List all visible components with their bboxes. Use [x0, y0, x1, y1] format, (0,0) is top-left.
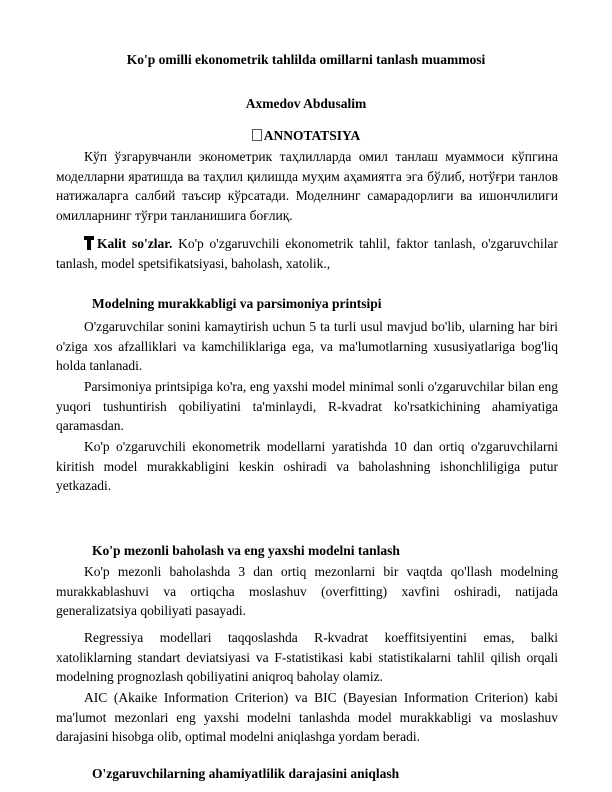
paper-title: Ko'p omilli ekonometrik tahlilda omillarni tanlash muammosi [126, 52, 486, 67]
keywords-paragraph [56, 234, 558, 273]
key-icon [84, 236, 94, 250]
section1-paragraph-1: O'zgaruvchilar sonini kamaytirish uchun 5 ta turli usul mavjud bo'lib, ularning har biri o'ziga xos afzalliklari va kamchiliklariga ega, va ma'lumotlarning xususiyatlariga bog'liq holda tanlanadi. [56, 319, 558, 373]
section1-paragraph-2: Parsimoniya printsipiga ko'ra, eng yaxshi model minimal sonli o'zgaruvchilar bilan eng yuqori tushuntirish qobiliyatini ta'minlaydi, R-kvadrat ko'rsatkichining ahamiyatiga qaramasdan. [56, 379, 558, 433]
keywords-label: Kalit so'zlar. [97, 236, 173, 251]
section2-paragraph-1: Ko'p mezonli baholashda 3 dan ortiq mezonlarni bir vaqtda qo'llash modelning murakkablashuvi va ortiqcha moslashuv (overfitting) xavfini oshiradi, natijada generalizatsiya qobiliyati pasayadi. [56, 564, 558, 618]
section-heading-parsimony: Modelning murakkabligi va parsimoniya printsipi [92, 296, 382, 311]
section-heading-evaluation: Ko'p mezonli baholash va eng yaxshi modelni tanlash [92, 543, 400, 558]
annotation-text: Кўп ўзгарувчанли эконометрик таҳлилларда омил танлаш муаммоси кўпгина моделларни яратишда ва таҳлил қилишда муҳим аҳамиятга эга бўлиб, нотўғри танлов натижаларга салбий таъсир кўрсатади. Моделнинг самарадорлиги ва ишончлилиги омилларнинг тўғри танланишига боғлиқ. [56, 149, 558, 223]
keywords-text: Ko'p o'zgaruvchili ekonometrik tahlil, faktor tanlash, o'zgaruvchilar tanlash, model spetsifikatsiyasi, baholash, xatolik., [56, 236, 559, 271]
section2-paragraph-2: Regressiya modellari taqqoslashda R-kvadrat koeffitsiyentini emas, balki xatoliklarning standart deviatsiyasi va F-statistikasi kabi statistikalarni tahlil qilish orqali modelning prognozlash qobiliyatini aniqroq baholay olamiz. [56, 630, 558, 684]
annotation-heading [0, 128, 612, 144]
missing-glyph-icon [252, 129, 262, 141]
annotation-heading-text: ANNOTATSIYA [263, 128, 361, 143]
section-heading-significance: O'zgaruvchilarning ahamiyatlilik darajasini aniqlash [92, 766, 400, 781]
author-name: Axmedov Abdusalim [245, 96, 367, 111]
section1-paragraph-3: Ko'p o'zgaruvchili ekonometrik modellarni yaratishda 10 dan ortiq o'zgaruvchilarni kiritish model murakkabligini keskin oshiradi va baholashning ishonchliligiga putur yetkazadi. [56, 439, 558, 493]
section2-paragraph-3: AIC (Akaike Information Criterion) va BIC (Bayesian Information Criterion) kabi ma'lumot mezonlari eng yaxshi modelni tanlashda model murakkabligi va moslashuv darajasini hisobga olib, optimal modelni aniqlashga yordam beradi. [56, 690, 558, 744]
